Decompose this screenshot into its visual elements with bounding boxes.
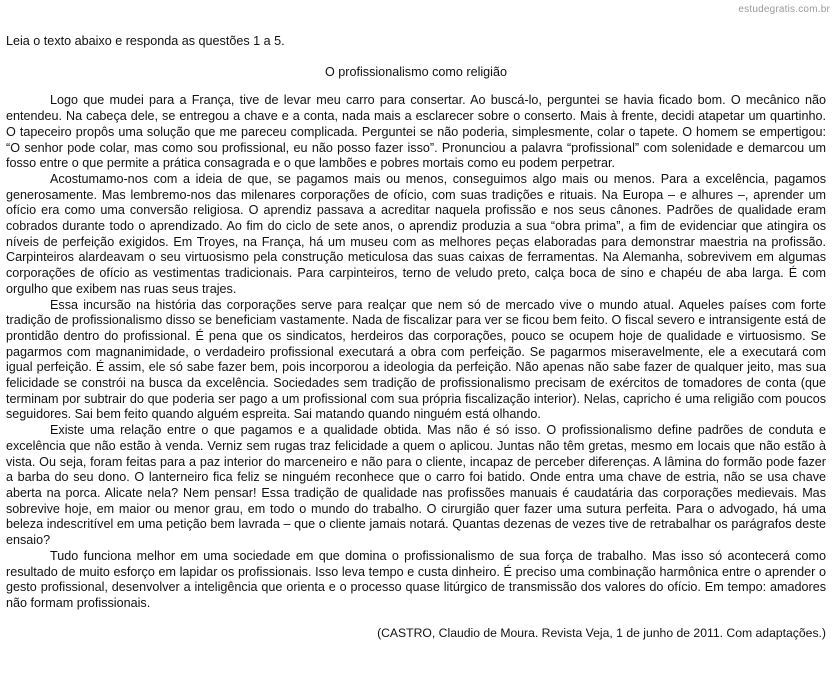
document-body <box>6 34 826 641</box>
source-citation: (CASTRO, Claudio de Moura. Revista Veja, 1 de junho de 2011. Com adaptações.) <box>377 625 826 640</box>
text-title: O profissionalismo como religião <box>325 64 507 79</box>
paragraph-3: Essa incursão na história das corporações serve para realçar que nem só de mercado vive o mundo atual. Aqueles países com forte tradição de profissionalismo disso se beneficiam vastamente. Nada de fiscalizar para ver se ficou bem feito. O fiscal severo e intransigente está de prontidão dentro do profissional. É pena que os sindicatos, herdeiros das corporações, pouco se ocupem hoje de qualidade e virtuosismo. Se pagarmos com magnanimidade, o verdadeiro profissional executará a obra com perfeição. Se pagarmos miseravelmente, ele a executará com igual perfeição. É assim, ele só sabe fazer bem, pois incorporou a ideologia da perfeição. Não apenas não sabe fazer de qualquer jeito, mas sua felicidade se constrói na busca da excelência. Sociedades sem tradição de profissionalismo precisam de exércitos de tomadores de conta (que terminam por subtrair do que poderia ser pago a um profissional com sua própria fiscalização interior). Nelas, capricho é uma religião com poucos seguidores. Sai bem feito quando alguém espreita. Sai matando quando ninguém está olhando. <box>6 297 826 422</box>
site-watermark: estudegratis.com.br <box>738 4 830 15</box>
paragraph-5: Tudo funciona melhor em uma sociedade em que domina o profissionalismo de sua força de trabalho. Mas isso só acontecerá como resultado de muito esforço em lapidar os profissionais. Isso leva tempo e custa dinheiro. É preciso uma combinação harmônica entre o aprender o gesto profissional, desenvolver a inteligência que orienta e o processo quase litúrgico de transmissão dos valores do ofício. Em tempo: amadores não formam profissionais. <box>6 548 826 610</box>
paragraph-2: Acostumamo-nos com a ideia de que, se pagamos mais ou menos, conseguimos algo mais ou menos. Para a excelência, pagamos generosamente. Mas lembremo-nos das milenares corporações de ofício, com suas tradições e rituais. Na Europa – e alhures –, aprender um ofício era como uma conversão religiosa. O aprendiz passava a acreditar naquela profissão e nos seus cânones. Padrões de qualidade eram cobrados durante todo o aprendizado. Ao fim do ciclo de sete anos, o aprendiz produzia a sua “obra prima”, a fim de evidenciar que atingira os níveis de perfeição exigidos. Em Troyes, na França, há um museu com as melhores peças elaboradas para demonstrar maestria na profissão. Carpinteiros alardeavam o seu virtuosismo pela construção meticulosa das suas caixas de ferramentas. Na Alemanha, sobrevivem em algumas corporações de ofício as vestimentas tradicionais. Para carpinteiros, terno de veludo preto, calça boca de sino e chapéu de aba larga. É com orgulho que exibem nas ruas seus trajes. <box>6 171 826 296</box>
paragraph-4: Existe uma relação entre o que pagamos e a qualidade obtida. Mas não é só isso. O profissionalismo define padrões de conduta e excelência que não estão à venda. Verniz sem rugas traz felicidade a quem o aplicou. Juntas não têm gretas, mesmo em locais que não estão à vista. Ou seja, foram feitas para a paz interior do marceneiro e não para o cliente, incapaz de perceber diferenças. A lâmina do formão pode fazer a barba do seu dono. O lanterneiro fica feliz se ninguém reconhece que o carro foi batido. Onde entra uma chave de estria, não se usa chave aberta na porca. Alicate nela? Nem pensar! Essa tradição de qualidade nas profissões manuais é caudatária das corporações medievais. Mas sobrevive hoje, em maior ou menor grau, em todo o mundo do trabalho. O cirurgião quer fazer uma sutura perfeita. Para o advogado, há uma beleza indescritível em uma petição bem lavrada – que o cliente jamais notará. Quantas dezenas de vezes tive de retrabalhar os parágrafos deste ensaio? <box>6 423 826 548</box>
instruction-text: Leia o texto abaixo e responda as questões 1 a 5. <box>6 34 285 48</box>
paragraph-1: Logo que mudei para a França, tive de levar meu carro para consertar. Ao buscá-lo, perguntei se havia ficado bom. O mecânico não entendeu. Na cabeça dele, se entregou a chave e a conta, nada mais a esclarecer sobre o conserto. Mais à frente, decidi atapetar um quartinho. O tapeceiro propôs uma solução que me pareceu complicada. Perguntei se não poderia, simplesmente, colar o tapete. O homem se empertigou: “O senhor pode colar, mas como sou profissional, eu não posso fazer isso”. Pronunciou a palavra “profissional” com solenidade e demarcou um fosso entre o que permite a prática consagrada e o que lambões e pobres mortais como eu podem perpetrar. <box>6 93 826 171</box>
